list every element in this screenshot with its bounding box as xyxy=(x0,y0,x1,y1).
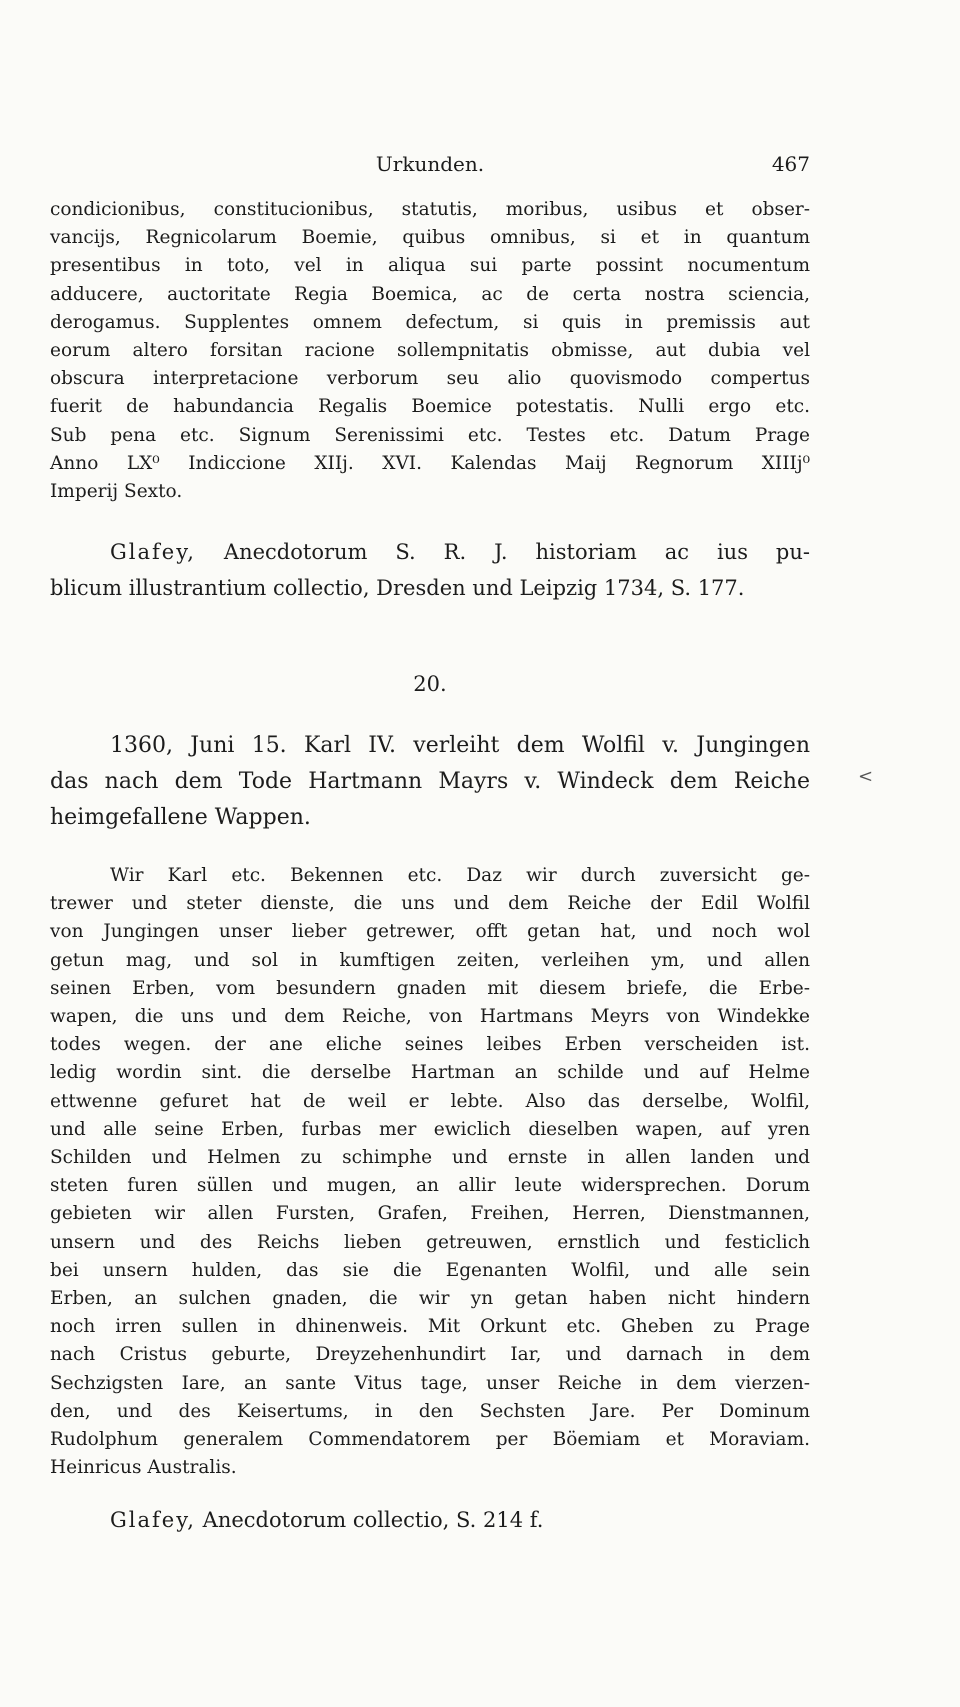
regest-line: 1360, Juni 15. Karl IV. verleiht dem Wolfil v. Jungingen xyxy=(110,733,810,758)
text-line: adducere, auctoritate Regia Boemica, ac de certa nostra sciencia, xyxy=(50,283,810,305)
text-line: wapen, die uns und dem Reiche, von Hartmans Meyrs von Windekke xyxy=(50,1006,810,1028)
citation-line: blicum illustrantium collectio, Dresden und Leipzig 1734, S. 177. xyxy=(50,576,745,600)
text-line: ledig wordin sint. die derselbe Hartman an schilde und auf Helme xyxy=(50,1062,810,1084)
citation-text: Anecdotorum collectio, S. 214 f. xyxy=(202,1508,544,1532)
text-line: todes wegen. der ane eliche seines leibes Erben verscheiden ist. xyxy=(50,1034,810,1056)
regest-line: heimgefallene Wappen. xyxy=(50,805,311,830)
text-line: ettwenne gefuret hat de weil er lebte. Also das derselbe, Wolfil, xyxy=(50,1090,810,1112)
document-page xyxy=(50,0,810,1707)
text-line: Sechzigsten Iare, an sante Vitus tage, unser Reiche in dem vierzen- xyxy=(50,1372,810,1394)
text-line: steten furen süllen und mugen, an allir leute widersprechen. Dorum xyxy=(50,1175,810,1197)
citation-line xyxy=(50,534,810,570)
text-line: und alle seine Erben, furbas mer ewiclich dieselben wapen, auf yren xyxy=(50,1118,810,1140)
text-line: Heinricus Australis. xyxy=(50,1457,237,1479)
text-line: bei unsern hulden, das sie die Egenanten Wolfil, und alle sein xyxy=(50,1259,810,1281)
text-line: Wir Karl etc. Bekennen etc. Daz wir durch zuversicht ge- xyxy=(110,865,810,886)
citation-line xyxy=(50,1502,810,1538)
text-line: trewer und steter dienste, die uns und dem Reiche der Edil Wolfil xyxy=(50,893,810,915)
text-line: obscura interpretacione verborum seu alio quovismodo compertus xyxy=(50,368,810,390)
text-line: Imperij Sexto. xyxy=(50,481,183,503)
page-header xyxy=(50,152,810,182)
citation-text: Anecdotorum S. R. J. historiam ac ius pu- xyxy=(223,540,810,564)
text-line: nach Cristus geburte, Dreyzehenhundirt Iar, und darnach in dem xyxy=(50,1344,810,1366)
text-line: Sub pena etc. Signum Serenissimi etc. Testes etc. Datum Prage xyxy=(50,424,810,446)
text-line: vancijs, Regnicolarum Boemie, quibus omnibus, si et in quantum xyxy=(50,227,810,249)
text-line: Anno LX⁰ Indiccione XIIj. XVI. Kalendas Maij Regnorum XIIIj⁰ xyxy=(50,452,810,474)
text-line: noch irren sullen in dhinenweis. Mit Orkunt etc. Gheben zu Prage xyxy=(50,1316,810,1338)
text-line: Schilden und Helmen zu schimphe und ernste in allen landen und xyxy=(50,1147,810,1169)
text-line: unsern und des Reichs lieben getreuwen, ernstlich und festiclich xyxy=(50,1231,810,1253)
text-line: Erben, an sulchen gnaden, die wir yn getan haben nicht hindern xyxy=(50,1288,810,1310)
main-text xyxy=(50,862,810,1482)
text-line: derogamus. Supplentes omnem defectum, si quis in premissis aut xyxy=(50,311,810,333)
text-line: getun mag, und sol in kumftigen zeiten, verleihen ym, und allen xyxy=(50,949,810,971)
citation-author: Glafey, xyxy=(110,540,196,564)
text-line: eorum altero forsitan racione sollempnitatis obmisse, aut dubia vel xyxy=(50,340,810,362)
text-line: Rudolphum generalem Commendatorem per Böemiam et Moraviam. xyxy=(50,1429,810,1451)
regest-line: das nach dem Tode Hartmann Mayrs v. Windeck dem Reiche xyxy=(50,769,810,794)
text-line: fuerit de habundancia Regalis Boemice potestatis. Nulli ergo etc. xyxy=(50,396,810,418)
text-line: condicionibus, constitucionibus, statutis, moribus, usibus et obser- xyxy=(50,199,810,220)
text-line: gebieten wir allen Fursten, Grafen, Freihen, Herren, Dienstmannen, xyxy=(50,1203,810,1225)
text-line: seinen Erben, vom besundern gnaden mit diesem briefe, die Erbe- xyxy=(50,977,810,999)
text-line: den, und des Keisertums, in den Sechsten Jare. Per Dominum xyxy=(50,1400,810,1422)
source-citation-2 xyxy=(50,1502,810,1538)
page-number: 467 xyxy=(771,152,810,176)
text-line: von Jungingen unser lieber getrewer, offt getan hat, und noch wol xyxy=(50,921,810,943)
regest-heading xyxy=(50,728,810,836)
citation-author: Glafey, xyxy=(110,1508,196,1532)
document-number: 20. xyxy=(413,672,447,696)
margin-mark: < xyxy=(858,766,874,787)
top-paragraph xyxy=(50,196,810,506)
text-line: presentibus in toto, vel in aliqua sui parte possint nocumentum xyxy=(50,255,810,277)
running-title: Urkunden. xyxy=(375,152,485,176)
source-citation-1 xyxy=(50,534,810,606)
